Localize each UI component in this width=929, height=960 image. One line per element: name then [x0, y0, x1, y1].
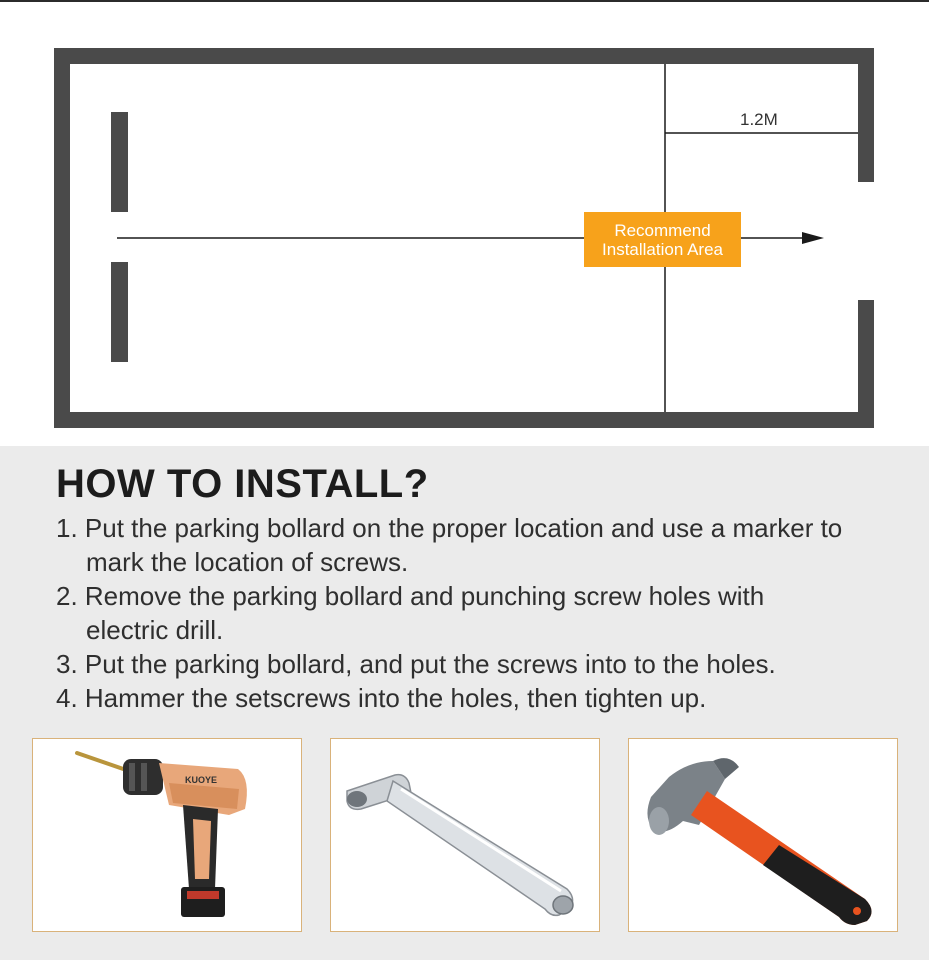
- install-step-4: 4. Hammer the setscrews into the holes, then tighten up.: [56, 683, 707, 713]
- entrance-post-top: [111, 112, 128, 212]
- parking-space-diagram: [0, 0, 929, 446]
- tool-card-hammer: [628, 738, 898, 932]
- direction-arrow-head: [802, 232, 824, 244]
- install-title: HOW TO INSTALL?: [56, 462, 429, 506]
- electric-drill-icon: [33, 739, 301, 931]
- l-socket-wrench-icon: [331, 739, 599, 931]
- recommend-installation-area-callout: [584, 212, 741, 267]
- tool-card-wrench: [330, 738, 600, 932]
- entrance-post-bottom: [111, 262, 128, 362]
- install-step-2: 2. Remove the parking bollard and punching screw holes with electric drill.: [56, 581, 765, 645]
- install-step-1: 1. Put the parking bollard on the proper location and use a marker to mark the location of screws.: [56, 513, 843, 577]
- install-steps-list: [56, 511, 916, 715]
- callout-line-1: Recommend: [614, 220, 711, 240]
- dimension-label: 1.2M: [740, 110, 778, 129]
- drill-brand-label: KUOYE: [185, 775, 218, 785]
- install-step-3: 3. Put the parking bollard, and put the screws into to the holes.: [56, 649, 776, 679]
- tool-card-drill: [32, 738, 302, 932]
- claw-hammer-icon: [629, 739, 897, 931]
- callout-line-2: Installation Area: [602, 239, 723, 259]
